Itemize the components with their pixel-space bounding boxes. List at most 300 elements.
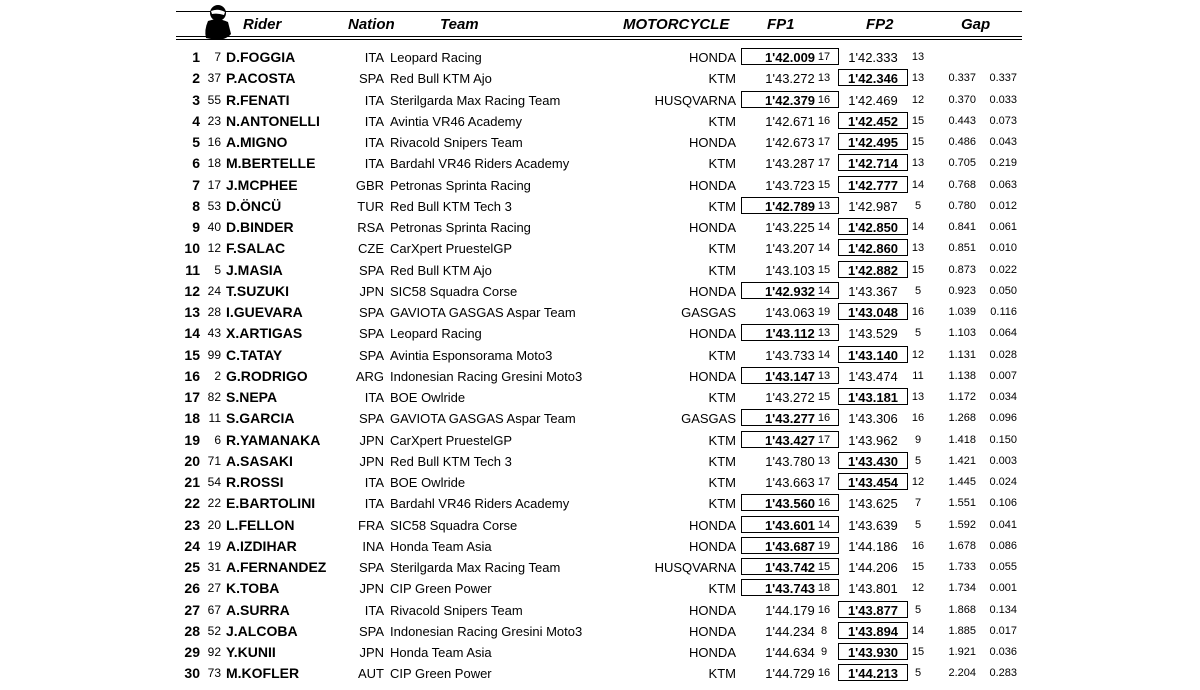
fp2-time: 1'43.367 bbox=[848, 283, 898, 299]
result-position: 22 bbox=[184, 495, 200, 512]
result-position: 1 bbox=[192, 49, 200, 65]
team-name: CarXpert PruestelGP bbox=[390, 432, 513, 448]
result-position: 28 bbox=[184, 622, 200, 639]
rider-nation: ITA bbox=[364, 135, 384, 150]
team-name: GAVIOTA GASGAS Aspar Team bbox=[390, 411, 576, 427]
fp1-time: 1'42.379 bbox=[764, 92, 816, 108]
gap-to-first: 0.337 bbox=[948, 72, 976, 85]
gap-to-previous: 0.063 bbox=[989, 178, 1017, 191]
header-fp2: FP2 bbox=[866, 16, 894, 33]
fp2-time: 1'42.452 bbox=[847, 113, 899, 129]
gap-to-previous: 0.024 bbox=[989, 476, 1017, 488]
result-position: 4 bbox=[192, 112, 200, 129]
result-position: 9 bbox=[192, 219, 200, 235]
result-position: 18 bbox=[184, 410, 200, 427]
result-position: 25 bbox=[184, 559, 200, 575]
rider-name: I.GUEVARA bbox=[226, 304, 303, 320]
rider-number: 67 bbox=[207, 602, 221, 617]
fp2-time: 1'43.962 bbox=[848, 432, 898, 448]
fp2-time: 1'44.213 bbox=[847, 666, 899, 682]
table-row bbox=[0, 430, 1200, 451]
fp2-time: 1'43.306 bbox=[848, 411, 898, 427]
fp1-laps: 13 bbox=[817, 199, 831, 212]
motorcycle: KTM bbox=[708, 347, 736, 363]
gap-to-previous: 0.337 bbox=[989, 72, 1017, 85]
fp2-laps: 15 bbox=[911, 136, 925, 148]
team-name: BOE Owlride bbox=[390, 475, 466, 490]
result-position: 8 bbox=[192, 197, 200, 214]
motorcycle: HONDA bbox=[689, 283, 736, 299]
table-row bbox=[0, 408, 1200, 429]
table-row bbox=[0, 47, 1200, 68]
motorcycle: KTM bbox=[708, 113, 736, 129]
motorcycle: HUSQVARNA bbox=[654, 560, 736, 575]
fp1-laps: 15 bbox=[817, 178, 831, 191]
rider-name: M.BERTELLE bbox=[226, 155, 316, 172]
rider-nation: SPA bbox=[358, 71, 384, 87]
rider-name: J.MCPHEE bbox=[226, 176, 298, 193]
rider-name: K.TOBA bbox=[226, 580, 280, 597]
rider-number: 43 bbox=[207, 326, 221, 341]
fp1-laps: 16 bbox=[817, 93, 831, 106]
result-position: 29 bbox=[184, 644, 200, 660]
gap-to-previous: 0.036 bbox=[989, 646, 1017, 658]
fp1-time: 1'44.179 bbox=[765, 602, 815, 618]
table-row bbox=[0, 260, 1200, 281]
rider-number: 40 bbox=[207, 220, 221, 234]
fp1-time: 1'42.671 bbox=[765, 113, 815, 129]
rider-number: 82 bbox=[207, 390, 221, 404]
fp1-time: 1'43.277 bbox=[764, 411, 816, 427]
gap-to-previous: 0.106 bbox=[989, 497, 1017, 510]
gap-to-first: 0.851 bbox=[948, 242, 976, 255]
fp1-time: 1'43.723 bbox=[765, 177, 815, 193]
fp1-time: 1'43.272 bbox=[765, 390, 815, 405]
motorcycle: HUSQVARNA bbox=[654, 92, 736, 108]
rider-name: E.BARTOLINI bbox=[226, 495, 316, 512]
team-name: Sterilgarda Max Racing Team bbox=[390, 560, 561, 575]
fp2-laps: 14 bbox=[911, 221, 925, 233]
fp2-laps: 5 bbox=[914, 667, 922, 680]
motorcycle: GASGAS bbox=[681, 305, 736, 320]
motorcycle: KTM bbox=[708, 581, 736, 597]
rider-number: 53 bbox=[207, 198, 221, 213]
motorcycle: GASGAS bbox=[681, 411, 736, 427]
rider-name: R.YAMANAKA bbox=[226, 431, 321, 448]
rider-nation: TUR bbox=[357, 198, 384, 214]
gap-to-previous: 0.028 bbox=[989, 348, 1017, 361]
fp1-time: 1'43.112 bbox=[765, 326, 815, 342]
fp1-laps: 15 bbox=[817, 263, 831, 276]
fp2-laps: 5 bbox=[914, 199, 922, 212]
header-team: Team bbox=[440, 16, 479, 33]
gap-to-first: 1.172 bbox=[948, 391, 976, 403]
motorcycle: KTM bbox=[708, 496, 736, 512]
motorcycle: HONDA bbox=[689, 220, 736, 235]
fp2-time: 1'43.181 bbox=[847, 390, 899, 405]
fp2-time: 1'44.186 bbox=[848, 538, 898, 554]
team-name: Red Bull KTM Ajo bbox=[390, 262, 492, 278]
fp1-laps: 17 bbox=[817, 157, 831, 170]
rider-nation: JPN bbox=[359, 581, 384, 597]
gap-to-first: 1.268 bbox=[948, 412, 976, 425]
rider-nation: ITA bbox=[364, 156, 384, 172]
fp2-time: 1'43.801 bbox=[848, 581, 898, 597]
fp1-laps: 16 bbox=[817, 114, 831, 127]
table-row bbox=[0, 217, 1200, 238]
fp2-time: 1'43.877 bbox=[847, 602, 899, 618]
gap-to-first: 1.678 bbox=[948, 539, 976, 552]
rider-number: 54 bbox=[207, 475, 221, 489]
gap-to-first: 1.131 bbox=[948, 348, 976, 361]
gap-to-first: 0.370 bbox=[948, 93, 976, 106]
fp1-laps: 16 bbox=[817, 603, 831, 616]
gap-to-previous: 0.010 bbox=[989, 242, 1017, 255]
result-position: 30 bbox=[184, 665, 200, 682]
motorcycle: HONDA bbox=[689, 50, 736, 65]
rider-name: J.MASIA bbox=[226, 261, 283, 278]
fp2-laps: 5 bbox=[914, 454, 922, 467]
gap-to-previous: 0.219 bbox=[989, 157, 1017, 170]
table-row bbox=[0, 451, 1200, 472]
rider-number: 7 bbox=[214, 50, 221, 64]
rider-nation: JPN bbox=[359, 453, 384, 469]
rider-nation: ITA bbox=[364, 113, 384, 129]
fp2-laps: 15 bbox=[911, 114, 925, 127]
rider-number: 55 bbox=[207, 92, 221, 107]
fp1-laps: 14 bbox=[817, 242, 831, 255]
team-name: Petronas Sprinta Racing bbox=[390, 177, 531, 193]
motorcycle: HONDA bbox=[689, 135, 736, 150]
table-row bbox=[0, 175, 1200, 196]
rider-nation: SPA bbox=[358, 411, 384, 427]
fp2-laps: 12 bbox=[911, 348, 925, 361]
table-row bbox=[0, 642, 1200, 663]
team-name: GAVIOTA GASGAS Aspar Team bbox=[390, 305, 576, 320]
fp1-time: 1'43.103 bbox=[765, 262, 815, 278]
team-name: Red Bull KTM Tech 3 bbox=[390, 453, 512, 469]
motorcycle: HONDA bbox=[689, 538, 736, 554]
result-position: 14 bbox=[184, 325, 200, 342]
team-name: Honda Team Asia bbox=[390, 645, 492, 660]
team-name: Rivacold Snipers Team bbox=[390, 602, 523, 618]
table-row bbox=[0, 238, 1200, 259]
rider-nation: FRA bbox=[358, 517, 384, 533]
rider-number: 99 bbox=[207, 347, 221, 362]
fp2-laps: 16 bbox=[911, 412, 925, 425]
fp1-laps: 13 bbox=[817, 454, 831, 467]
gap-to-previous: 0.033 bbox=[989, 93, 1017, 106]
rider-number: 16 bbox=[207, 135, 221, 149]
result-position: 26 bbox=[184, 580, 200, 597]
motorcycle: KTM bbox=[708, 475, 736, 490]
fp1-time: 1'42.009 bbox=[764, 50, 816, 65]
table-row bbox=[0, 68, 1200, 89]
team-name: BOE Owlride bbox=[390, 390, 466, 405]
rider-number: 92 bbox=[207, 645, 221, 659]
header-rider: Rider bbox=[243, 16, 282, 33]
rider-number: 27 bbox=[207, 581, 221, 596]
gap-to-previous: 0.061 bbox=[989, 221, 1017, 233]
fp1-time: 1'43.427 bbox=[764, 432, 816, 448]
fp1-laps: 16 bbox=[817, 497, 831, 510]
rider-name: D.ÖNCÜ bbox=[226, 197, 282, 214]
fp2-laps: 7 bbox=[914, 497, 922, 510]
rider-nation: GBR bbox=[355, 177, 384, 193]
fp1-time: 1'43.287 bbox=[765, 156, 815, 172]
gap-to-first: 1.039 bbox=[948, 306, 976, 318]
motorcycle: KTM bbox=[708, 71, 736, 87]
fp1-time: 1'43.225 bbox=[765, 220, 815, 235]
result-position: 3 bbox=[192, 91, 200, 108]
motorcycle: KTM bbox=[708, 241, 736, 257]
team-name: CarXpert PruestelGP bbox=[390, 241, 513, 257]
fp2-time: 1'43.454 bbox=[847, 475, 899, 490]
rider-name: F.SALAC bbox=[226, 240, 286, 257]
result-position: 15 bbox=[184, 346, 200, 363]
rider-nation: ARG bbox=[355, 368, 384, 384]
rider-nation: SPA bbox=[358, 262, 384, 278]
team-name: CIP Green Power bbox=[390, 581, 492, 597]
result-position: 13 bbox=[184, 304, 200, 320]
fp1-laps: 14 bbox=[817, 221, 831, 233]
rider-name: M.KOFLER bbox=[226, 665, 300, 682]
rider-name: A.SASAKI bbox=[226, 452, 293, 469]
team-name: Red Bull KTM Tech 3 bbox=[390, 198, 512, 214]
fp1-time: 1'43.147 bbox=[764, 368, 816, 384]
table-row bbox=[0, 196, 1200, 217]
fp1-time: 1'43.560 bbox=[764, 496, 816, 512]
gap-to-first: 1.421 bbox=[948, 454, 976, 467]
fp2-laps: 5 bbox=[914, 327, 922, 340]
fp1-laps: 18 bbox=[817, 582, 831, 595]
fp2-time: 1'43.894 bbox=[847, 623, 899, 639]
gap-to-first: 0.443 bbox=[948, 114, 976, 127]
gap-to-first: 1.103 bbox=[948, 327, 976, 340]
fp1-time: 1'43.687 bbox=[764, 538, 816, 554]
rider-name: N.ANTONELLI bbox=[226, 112, 320, 129]
rider-number: 71 bbox=[207, 453, 221, 468]
gap-to-first: 0.486 bbox=[948, 136, 976, 148]
fp2-time: 1'43.930 bbox=[847, 645, 899, 660]
rider-name: A.FERNANDEZ bbox=[226, 559, 327, 575]
fp2-laps: 15 bbox=[911, 263, 925, 276]
fp2-laps: 11 bbox=[912, 369, 924, 382]
gap-to-first: 1.138 bbox=[948, 369, 976, 382]
rider-name: D.FOGGIA bbox=[226, 49, 296, 65]
fp1-laps: 17 bbox=[817, 51, 831, 63]
table-row bbox=[0, 366, 1200, 387]
gap-to-previous: 0.050 bbox=[989, 284, 1017, 297]
fp1-laps: 13 bbox=[817, 327, 831, 340]
motorcycle: KTM bbox=[708, 390, 736, 405]
rider-number: 52 bbox=[207, 623, 221, 638]
gap-to-previous: 0.043 bbox=[989, 136, 1017, 148]
fp2-time: 1'43.430 bbox=[847, 453, 899, 469]
fp2-laps: 13 bbox=[911, 242, 925, 255]
fp2-laps: 9 bbox=[914, 433, 922, 446]
fp2-time: 1'42.882 bbox=[847, 262, 899, 278]
fp2-laps: 15 bbox=[911, 646, 925, 658]
gap-to-first: 1.445 bbox=[948, 476, 976, 488]
team-name: Leopard Racing bbox=[390, 50, 482, 65]
fp1-laps: 19 bbox=[817, 539, 831, 552]
rider-number: 6 bbox=[214, 432, 221, 447]
rider-number: 5 bbox=[214, 262, 221, 277]
header-gap: Gap bbox=[961, 16, 991, 33]
result-position: 10 bbox=[184, 240, 200, 257]
header-top-rule bbox=[176, 11, 1022, 12]
rider-number: 22 bbox=[207, 496, 221, 511]
fp2-time: 1'43.474 bbox=[848, 368, 898, 384]
table-row bbox=[0, 111, 1200, 132]
result-position: 5 bbox=[192, 134, 200, 150]
table-row bbox=[0, 153, 1200, 174]
rider-number: 73 bbox=[207, 666, 221, 681]
rider-nation: SPA bbox=[358, 560, 384, 575]
fp2-time: 1'43.048 bbox=[847, 305, 899, 320]
gap-to-first: 1.734 bbox=[948, 582, 976, 595]
result-position: 19 bbox=[184, 431, 200, 448]
table-row bbox=[0, 557, 1200, 578]
fp2-laps: 13 bbox=[911, 72, 925, 85]
fp1-time: 1'43.272 bbox=[765, 71, 815, 87]
fp1-time: 1'44.634 bbox=[765, 645, 815, 660]
motorcycle: KTM bbox=[708, 453, 736, 469]
header-fp1: FP1 bbox=[767, 16, 795, 33]
fp1-time: 1'44.234 bbox=[765, 623, 815, 639]
gap-to-previous: 0.096 bbox=[989, 412, 1017, 425]
fp1-laps: 15 bbox=[817, 391, 831, 403]
fp1-time: 1'43.743 bbox=[764, 581, 816, 597]
rider-name: R.FENATI bbox=[226, 91, 290, 108]
fp2-time: 1'43.639 bbox=[848, 517, 898, 533]
table-row bbox=[0, 132, 1200, 153]
fp1-laps: 14 bbox=[817, 348, 831, 361]
rider-name: A.SURRA bbox=[226, 601, 290, 618]
fp1-laps: 14 bbox=[817, 518, 831, 531]
team-name: Indonesian Racing Gresini Moto3 bbox=[390, 623, 583, 639]
result-position: 7 bbox=[192, 176, 200, 193]
rider-nation: ITA bbox=[364, 496, 384, 512]
gap-to-previous: 0.073 bbox=[989, 114, 1017, 127]
gap-to-first: 0.705 bbox=[948, 157, 976, 170]
table-row bbox=[0, 493, 1200, 514]
table-row bbox=[0, 323, 1200, 344]
fp2-laps: 5 bbox=[914, 603, 922, 616]
gap-to-first: 0.780 bbox=[948, 199, 976, 212]
fp1-laps: 19 bbox=[817, 306, 831, 318]
rider-nation: JPN bbox=[359, 283, 384, 299]
rider-number: 17 bbox=[207, 177, 221, 192]
fp2-time: 1'42.495 bbox=[847, 135, 899, 150]
rider-name: S.GARCIA bbox=[226, 410, 295, 427]
fp2-laps: 12 bbox=[911, 476, 925, 488]
result-position: 20 bbox=[184, 452, 200, 469]
fp2-time: 1'42.469 bbox=[848, 92, 898, 108]
rider-nation: SPA bbox=[358, 326, 384, 342]
gap-to-first: 1.551 bbox=[948, 497, 976, 510]
motorcycle: HONDA bbox=[689, 623, 736, 639]
gap-to-previous: 0.012 bbox=[989, 199, 1017, 212]
rider-name: T.SUZUKI bbox=[226, 282, 289, 299]
rider-number: 20 bbox=[207, 517, 221, 532]
team-name: SIC58 Squadra Corse bbox=[390, 517, 518, 533]
rider-number: 24 bbox=[207, 283, 221, 298]
fp2-time: 1'42.333 bbox=[848, 50, 898, 65]
gap-to-first: 0.923 bbox=[948, 284, 976, 297]
rider-nation: SPA bbox=[358, 347, 384, 363]
rider-name: G.RODRIGO bbox=[226, 367, 308, 384]
fp1-time: 1'44.729 bbox=[765, 666, 815, 682]
table-row bbox=[0, 621, 1200, 642]
fp2-time: 1'42.860 bbox=[847, 241, 899, 257]
fp1-laps: 16 bbox=[817, 412, 831, 425]
fp1-laps: 14 bbox=[817, 284, 831, 297]
rider-nation: ITA bbox=[364, 92, 384, 108]
fp1-laps: 8 bbox=[820, 624, 828, 637]
result-position: 6 bbox=[192, 155, 200, 172]
rider-name: R.ROSSI bbox=[226, 474, 284, 490]
gap-to-previous: 0.017 bbox=[989, 624, 1017, 637]
motorcycle: HONDA bbox=[689, 177, 736, 193]
table-row bbox=[0, 515, 1200, 536]
result-position: 12 bbox=[184, 282, 200, 299]
motorcycle: HONDA bbox=[689, 517, 736, 533]
rider-number: 19 bbox=[207, 538, 221, 553]
rider-name: S.NEPA bbox=[226, 389, 278, 405]
team-name: CIP Green Power bbox=[390, 666, 492, 682]
table-row bbox=[0, 663, 1200, 684]
team-name: Rivacold Snipers Team bbox=[390, 135, 523, 150]
gap-to-first: 2.204 bbox=[948, 667, 976, 680]
rider-nation: JPN bbox=[359, 645, 384, 660]
rider-nation: ITA bbox=[364, 475, 384, 490]
motorcycle: HONDA bbox=[689, 368, 736, 384]
gap-to-first: 1.418 bbox=[948, 433, 976, 446]
table-row bbox=[0, 387, 1200, 408]
result-position: 23 bbox=[184, 516, 200, 533]
fp1-time: 1'43.207 bbox=[765, 241, 815, 257]
fp2-laps: 13 bbox=[911, 391, 925, 403]
rider-number: 31 bbox=[207, 560, 221, 574]
table-row bbox=[0, 90, 1200, 111]
rider-number: 18 bbox=[207, 156, 221, 171]
gap-to-previous: 0.055 bbox=[989, 561, 1017, 573]
gap-to-first: 0.841 bbox=[948, 221, 976, 233]
rider-number: 11 bbox=[208, 411, 221, 426]
team-name: Honda Team Asia bbox=[390, 538, 492, 554]
team-name: Bardahl VR46 Riders Academy bbox=[390, 156, 570, 172]
rider-name: L.FELLON bbox=[226, 516, 295, 533]
fp2-time: 1'42.987 bbox=[848, 198, 898, 214]
fp1-time: 1'43.742 bbox=[764, 560, 816, 575]
fp1-time: 1'42.789 bbox=[764, 198, 816, 214]
fp1-laps: 9 bbox=[820, 646, 828, 658]
rider-number: 37 bbox=[207, 71, 221, 86]
motorcycle: KTM bbox=[708, 262, 736, 278]
gap-to-first: 1.885 bbox=[948, 624, 976, 637]
rider-name: A.MIGNO bbox=[226, 134, 288, 150]
gap-to-first: 0.873 bbox=[948, 263, 976, 276]
motorcycle: KTM bbox=[708, 156, 736, 172]
fp1-laps: 17 bbox=[817, 136, 831, 148]
table-row bbox=[0, 472, 1200, 493]
table-row bbox=[0, 536, 1200, 557]
fp1-laps: 17 bbox=[817, 476, 831, 488]
rider-name: P.ACOSTA bbox=[226, 70, 296, 87]
fp2-time: 1'42.777 bbox=[847, 177, 899, 193]
